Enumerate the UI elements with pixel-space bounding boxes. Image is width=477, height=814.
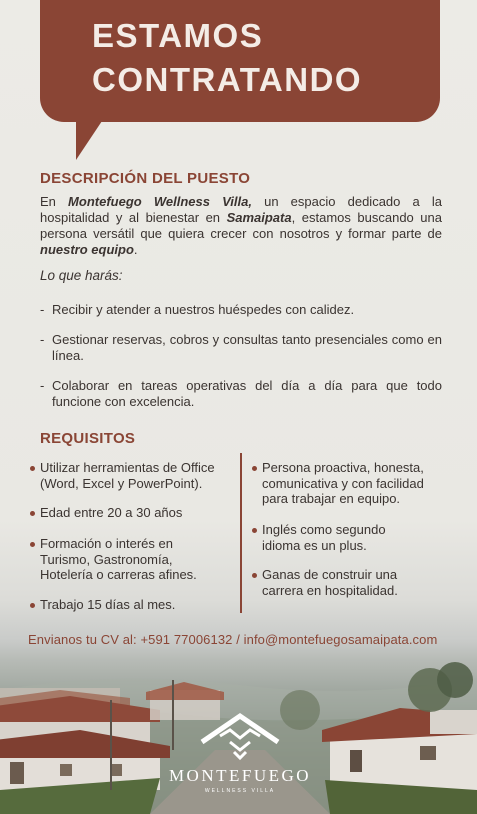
requirements-title: REQUISITOS [40, 430, 136, 447]
requirements-divider [240, 453, 242, 613]
description-text-2: un espacio dedicado a la hospitalidad y al bienestar en [40, 194, 442, 225]
requirement-item: Inglés como segundo idioma es un plus. [252, 522, 412, 553]
requirement-item: Edad entre 20 a 30 años [30, 505, 220, 521]
company-name: Montefuego Wellness Villa, [68, 194, 252, 209]
logo-subtitle: WELLNESS VILLA [204, 788, 276, 794]
description-paragraph [40, 194, 442, 258]
requirement-item: Persona proactiva, honesta, comunicativa y con facilidad para trabajar en equipo. [252, 460, 447, 507]
task-item: - Gestionar reservas, cobros y consultas tanto presenciales como en línea. [40, 332, 442, 363]
headline-line-2: CONTRATANDO [92, 61, 363, 98]
mountain-logo-icon [160, 712, 320, 764]
requirement-item: Formación o interés en Turismo, Gastronomía, Hotelería o carreras afines. [30, 536, 210, 583]
task-item: - Colaborar en tareas operativas del día a día para que todo funcione con excelencia. [40, 378, 442, 409]
team-text: nuestro equipo [40, 242, 134, 257]
logo-name: MONTEFUEGO [168, 766, 312, 785]
description-text-4: . [133, 242, 138, 257]
city-name: Samaipata [226, 210, 292, 225]
contact-line: Envianos tu CV al: +591 77006132 / info@montefuegosamaipata.com [28, 632, 438, 647]
requirement-item: Trabajo 15 días al mes. [30, 597, 220, 613]
description-text-1: En [40, 194, 69, 209]
montefuego-logo [160, 712, 320, 812]
description-text-3: , estamos buscando una persona versátil que quiera crecer con nosotros y formar parte de [40, 210, 442, 241]
requirement-item: Utilizar herramientas de Office (Word, Excel y PowerPoint). [30, 460, 220, 491]
task-item: - Recibir y atender a nuestros huéspedes con calidez. [40, 302, 355, 317]
requirement-item: Ganas de construir una carrera en hospitalidad. [252, 567, 422, 598]
headline-line-1: ESTAMOS [92, 17, 264, 54]
description-title: DESCRIPCIÓN DEL PUESTO [40, 170, 251, 187]
headline-bubble-tail [76, 118, 104, 160]
tasks-lead: Lo que harás: [40, 268, 123, 283]
headline [92, 14, 362, 102]
